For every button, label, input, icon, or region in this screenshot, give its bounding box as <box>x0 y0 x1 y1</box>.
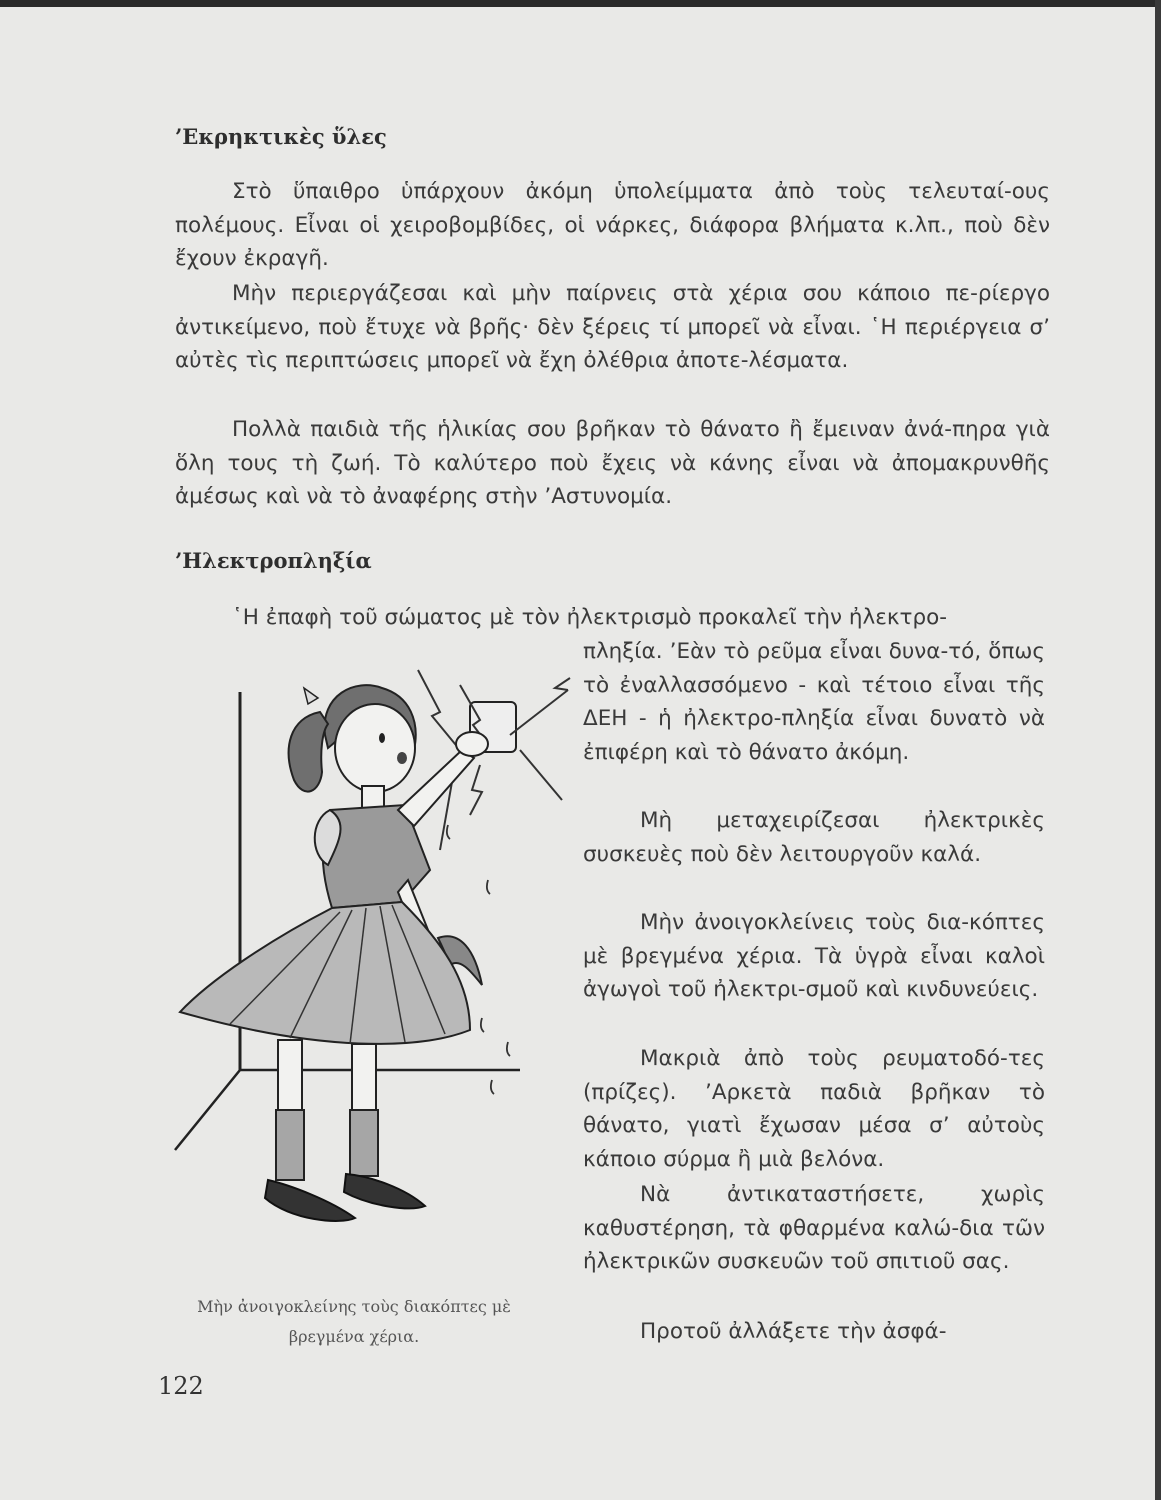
face <box>335 704 415 792</box>
illustration-girl-switch <box>170 640 590 1290</box>
paragraph-explosives-1: Στὸ ὕπαιθρο ὑπάρχουν ἀκόμη ὑπολείμματα ἀπὸ τοὺς τελευταί-ους πολέμους. Εἶναι οἱ χειροβομβίδες, οἱ νάρκες, διάφορα βλήματα κ.λπ., ποὺ δὲν ἔχουν ἐκραγῆ. <box>175 179 1050 272</box>
heading-electrocution: ’Ηλεκτροπληξία <box>175 548 372 573</box>
paragraph-electrocution-1-first-line: ῾Η ἐπαφὴ τοῦ σώματος μὲ τὸν ἠλεκτρισμὸ προκαλεῖ τὴν ἠλεκτρο- <box>232 605 948 630</box>
right-sock <box>350 1110 378 1176</box>
paragraph-electrocution-6: Προτοῦ ἀλλάξετε τὴν ἀσφά- <box>640 1319 947 1344</box>
paragraph-electrocution-4: Μακριὰ ἀπὸ τοὺς ρευματοδό-τες (πρίζες). ’Αρκετὰ παδιὰ βρῆκαν τὸ θάνατο, γιατὶ ἔχωσαν μέσα σ’ αὐτοὺς κάποιο σύρμα ἢ μιὰ βελόνα. <box>583 1046 1045 1172</box>
hair-bow <box>304 688 318 704</box>
paragraph-electrocution-2: Μὴ μεταχειρίζεσαι ἠλεκτρικὲς συσκευὲς ποὺ δὲν λειτουργοῦν καλά. <box>583 808 1045 867</box>
skirt <box>180 902 470 1044</box>
mouth <box>397 752 407 764</box>
floor-line-left <box>175 1070 240 1150</box>
ponytail <box>289 712 328 792</box>
spark-lines <box>418 670 570 850</box>
paragraph-electrocution-1-rest: πληξία. ’Εὰν τὸ ρεῦμα εἶναι δυνα-τό, ὅπως τὸ ἐναλλασσόμενο - καὶ τέτοιο εἶναι τῆς ΔΕΗ - ἡ ἠλεκτρο-πληξία εἶναι δυνατὸ νὰ ἐπιφέρη καὶ τὸ θάνατο ἀκόμη. <box>583 639 1045 765</box>
paragraph-electrocution-3: Μὴν ἀνοιγοκλείνεις τοὺς δια-κόπτες μὲ βρεγμένα χέρια. Τὰ ὑγρὰ εἶναι καλοὶ ἀγωγοὶ τοῦ ἠλεκτρι-σμοῦ καὶ κινδυνεύεις. <box>583 910 1045 1003</box>
right-shoe <box>344 1174 425 1208</box>
paragraph-electrocution-5: Νὰ ἀντικαταστήσετε, χωρὶς καθυστέρηση, τὰ φθαρμένα καλώ-δια τῶν ἠλεκτρικῶν συσκευῶν τοῦ σπιτιοῦ σας. <box>583 1182 1045 1275</box>
eye <box>379 733 385 743</box>
page-number: 122 <box>158 1372 204 1400</box>
hand-on-switch <box>456 732 488 756</box>
left-shoe <box>265 1180 355 1221</box>
paragraph-explosives-2: Μὴν περιεργάζεσαι καὶ μὴν παίρνεις στὰ χέρια σου κάποιο πε-ρίεργο ἀντικείμενο, ποὺ ἔτυχε νὰ βρῆς· δὲν ξέρεις τί μπορεῖ νὰ εἶναι. ῾Η περιέργεια σ’ αὐτὲς τὶς περιπτώσεις μπορεῖ νὰ ἔχη ὀλέθρια ἀποτε-λέσματα. <box>175 281 1050 374</box>
heading-explosives: ’Εκρηκτικὲς ὕλες <box>175 124 387 149</box>
left-sock <box>276 1110 304 1180</box>
figure-caption: Μὴν ἀνοιγοκλείνης τοὺς διακόπτες μὲ βρεγμένα χέρια. <box>197 1297 511 1346</box>
neck <box>362 786 384 808</box>
paragraph-explosives-3: Πολλὰ παιδιὰ τῆς ἡλικίας σου βρῆκαν τὸ θάνατο ἢ ἔμειναν ἀνά-πηρα γιὰ ὅλη τους τὴ ζωή. Τὸ καλύτερο ποὺ ἔχεις νὰ κάνης εἶναι νὰ ἀπομακρυνθῆς ἀμέσως καὶ νὰ τὸ ἀναφέρης στὴν ’Αστυνομία. <box>175 417 1050 510</box>
